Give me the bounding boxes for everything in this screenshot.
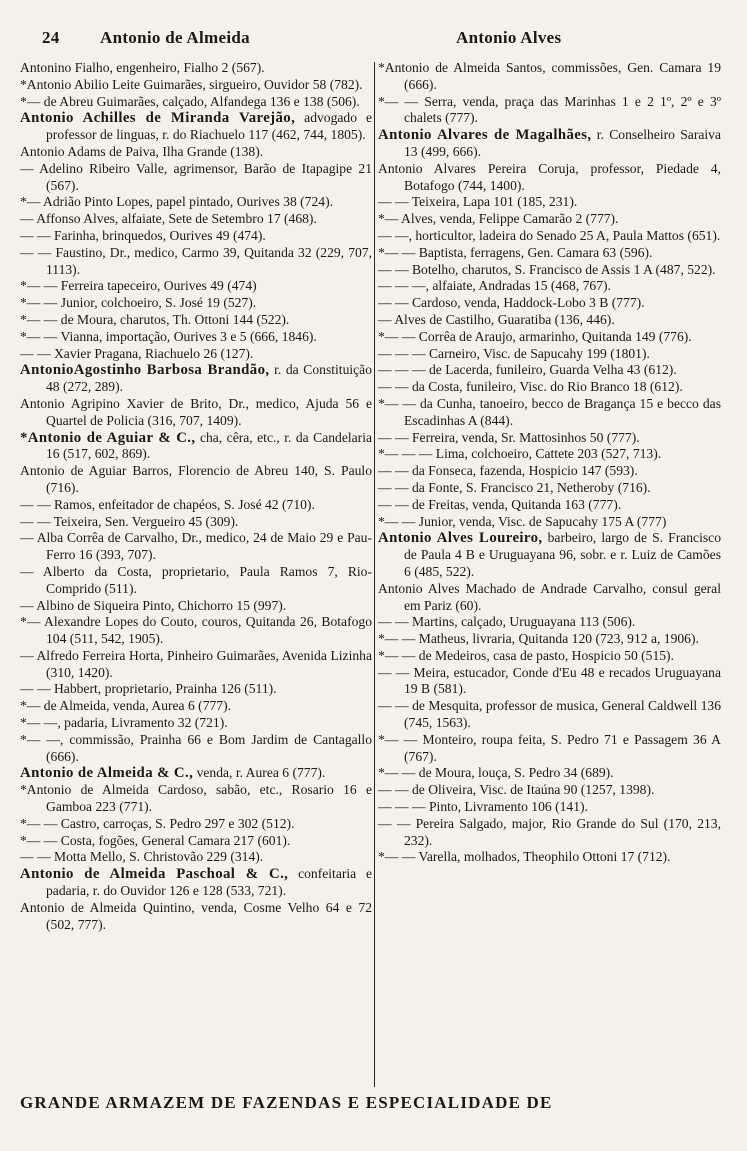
- entry-text: — — Cardoso, venda, Haddock-Lobo 3 B (777).: [378, 295, 645, 311]
- directory-entry: [378, 782, 721, 799]
- entry-text: — — Meira, estucador, Conde d'Eu 48 e recados Uruguayana 19 B (581).: [378, 664, 721, 697]
- directory-entry: [378, 379, 721, 396]
- entry-text: — — de Freitas, venda, Quitanda 163 (777).: [378, 496, 622, 512]
- directory-entry: [20, 715, 372, 732]
- right-running-head: Antonio Alves: [456, 28, 562, 47]
- entry-name: Antonio Achilles de Miranda Varejão,: [20, 110, 296, 127]
- directory-entry: [378, 698, 721, 732]
- entry-text: — Alba Corrêa de Carvalho, Dr., medico, 24 de Maio 29 e Pau-Ferro 16 (393, 707).: [20, 530, 372, 563]
- directory-entry: [378, 245, 721, 262]
- entry-text: *— —, commissão, Prainha 66 e Bom Jardim de Cantagallo (666).: [20, 731, 372, 764]
- entry-text: — — — Carneiro, Visc. de Sapucahy 199 (1801).: [378, 345, 650, 361]
- entry-name: Antonio de Almeida Paschoal & C.,: [20, 866, 289, 883]
- entry-text: *Antonio de Almeida Santos, commissões, Gen. Camara 19 (666).: [378, 60, 721, 92]
- directory-entry: [378, 463, 721, 480]
- left-column: [20, 60, 372, 933]
- directory-entry: [20, 530, 372, 564]
- entry-text: — — da Fonseca, fazenda, Hospicio 147 (593).: [378, 463, 638, 479]
- directory-entry: [20, 228, 372, 245]
- entry-name: Antonio Alves Loureiro,: [378, 530, 543, 547]
- entry-text: — — Teixeira, Sen. Vergueiro 45 (309).: [20, 513, 239, 529]
- directory-entry: [378, 194, 721, 211]
- entry-text: — — Martins, calçado, Uruguayana 113 (506).: [378, 614, 636, 630]
- left-running-head: Antonio de Almeida: [100, 28, 250, 47]
- directory-entry: [378, 346, 721, 363]
- entry-text: *— — Ferreira tapeceiro, Ourives 49 (474): [20, 278, 257, 294]
- entry-text: — — da Fonte, S. Francisco 21, Netheroby (716).: [378, 479, 651, 495]
- entry-text: *— — Costa, fogões, General Camara 217 (601).: [20, 832, 291, 848]
- entry-text: *— — Junior, venda, Visc. de Sapucahy 175 A (777): [378, 513, 667, 529]
- directory-entry: [378, 262, 721, 279]
- directory-entry: [378, 480, 721, 497]
- directory-entry: [378, 396, 721, 430]
- entry-text: venda, r. Aurea 6 (777).: [193, 765, 326, 781]
- directory-entry: [20, 614, 372, 648]
- directory-entry: [20, 346, 372, 363]
- directory-entry: [378, 799, 721, 816]
- directory-entry: [378, 648, 721, 665]
- directory-entry: [378, 631, 721, 648]
- entry-text: — Alberto da Costa, proprietario, Paula Ramos 7, Rio-Comprido (511).: [20, 563, 372, 596]
- directory-entry: [20, 765, 372, 782]
- entry-text: — — Xavier Pragana, Riachuelo 26 (127).: [20, 345, 254, 361]
- directory-entry: [20, 648, 372, 682]
- entry-text: — — Farinha, brinquedos, Ourives 49 (474).: [20, 227, 266, 243]
- entry-text: cha, cêra, etc., r. da Candelaria 16 (517, 602, 869).: [46, 429, 373, 462]
- entry-text: *— — Matheus, livraria, Quitanda 120 (723, 912 a, 1906).: [378, 631, 699, 647]
- entry-text: *— —, padaria, Livramento 32 (721).: [20, 715, 228, 731]
- directory-entry: [20, 60, 372, 77]
- entry-text: barbeiro, largo de S. Francisco de Paula 4 B e Uruguayana 96, sobr. e r. Luiz de Camões 6 (485, 522).: [404, 530, 721, 579]
- entry-text: *— — Serra, venda, praça das Marinhas 1 e 2 1º, 2º e 3º chalets (777).: [378, 93, 721, 126]
- entry-text: Antonio Agripino Xavier de Brito, Dr., medico, Ajuda 56 e Quartel de Policia (316, 707, 1409).: [20, 395, 372, 428]
- entry-name: Antonio Alvares de Magalhães,: [378, 127, 592, 144]
- directory-entry: [20, 866, 372, 900]
- directory-entry: [378, 665, 721, 699]
- directory-entry: [20, 681, 372, 698]
- directory-entry: [20, 598, 372, 615]
- directory-entry: [378, 278, 721, 295]
- footer-advertisement-banner: GRANDE ARMAZEM DE FAZENDAS E ESPECIALIDADE DE: [20, 1093, 553, 1112]
- entry-text: — — Botelho, charutos, S. Francisco de Assis 1 A (487, 522).: [378, 261, 716, 277]
- entry-text: *— — de Moura, charutos, Th. Ottoni 144 (522).: [20, 311, 290, 327]
- directory-entry: [20, 463, 372, 497]
- entry-text: *— — Junior, colchoeiro, S. José 19 (527).: [20, 295, 257, 311]
- directory-entry: [378, 446, 721, 463]
- directory-entry: [20, 362, 372, 396]
- entry-text: Antonio de Aguiar Barros, Florencio de Abreu 140, S. Paulo (716).: [20, 463, 372, 495]
- directory-entry: [20, 329, 372, 346]
- entry-text: *— — Castro, carroças, S. Pedro 297 e 302 (512).: [20, 815, 295, 831]
- entry-text: — — da Costa, funileiro, Visc. do Rio Branco 18 (612).: [378, 379, 683, 395]
- entry-text: *— — — Lima, colchoeiro, Cattete 203 (527, 713).: [378, 446, 662, 462]
- entry-text: r. Conselheiro Saraiva 13 (499, 666).: [404, 127, 721, 159]
- entry-text: *— — de Moura, louça, S. Pedro 34 (689).: [378, 765, 614, 781]
- entry-text: — — — Pinto, Livramento 106 (141).: [378, 799, 588, 815]
- entry-text: — — —, alfaiate, Andradas 15 (468, 767).: [378, 278, 611, 294]
- entry-text: Antonio Alves Machado de Andrade Carvalho, consul geral em Pariz (60).: [378, 580, 721, 613]
- entry-name: AntonioAgostinho Barbosa Brandão,: [20, 362, 270, 379]
- entry-text: *— — da Cunha, tanoeiro, becco de Bragança 15 e becco das Escadinhas A (844).: [378, 395, 721, 428]
- entry-text: — —, horticultor, ladeira do Senado 25 A, Paula Mattos (651).: [378, 227, 721, 243]
- entry-text: Antonio Adams de Paiva, Ilha Grande (138).: [20, 143, 264, 159]
- directory-entry: [378, 514, 721, 531]
- directory-entry: [378, 362, 721, 379]
- entry-text: *Antonio de Almeida Cardoso, sabão, etc., Rosario 16 e Gamboa 223 (771).: [20, 782, 372, 815]
- entry-text: *— — Baptista, ferragens, Gen. Camara 63 (596).: [378, 244, 653, 260]
- entry-text: confeitaria e padaria, r. do Ouvidor 126 e 128 (533, 721).: [46, 866, 372, 899]
- directory-entry: [20, 900, 372, 934]
- directory-entry: [378, 329, 721, 346]
- directory-entry: [20, 396, 372, 430]
- entry-text: — — de Oliveira, Visc. de Itaúna 90 (1257, 1398).: [378, 782, 655, 798]
- column-divider: [374, 62, 375, 1087]
- directory-entry: [20, 312, 372, 329]
- entry-text: Antonio Alvares Pereira Coruja, professor, Piedade 4, Botafogo (744, 1400).: [378, 160, 721, 193]
- entry-text: — — Ramos, enfeitador de chapéos, S. José 42 (710).: [20, 496, 315, 512]
- entry-text: — Affonso Alves, alfaiate, Sete de Setembro 17 (468).: [20, 211, 317, 227]
- directory-entry: [378, 312, 721, 329]
- directory-entry: [20, 732, 372, 766]
- directory-entry: [20, 497, 372, 514]
- directory-entry: [20, 94, 372, 111]
- entry-text: *— Alexandre Lopes do Couto, couros, Quitanda 26, Botafogo 104 (511, 542, 1905).: [20, 614, 372, 647]
- directory-entry: [20, 194, 372, 211]
- directory-entry: [378, 849, 721, 866]
- entry-text: — Alfredo Ferreira Horta, Pinheiro Guimarães, Avenida Lizinha (310, 1420).: [20, 647, 372, 680]
- directory-entry: [378, 228, 721, 245]
- directory-entry: [378, 295, 721, 312]
- entry-text: *— de Almeida, venda, Aurea 6 (777).: [20, 698, 232, 714]
- entry-text: — Albino de Siqueira Pinto, Chichorro 15 (997).: [20, 597, 287, 613]
- entry-text: — — Ferreira, venda, Sr. Mattosinhos 50 (777).: [378, 429, 640, 445]
- entry-text: *— Adrião Pinto Lopes, papel pintado, Ourives 38 (724).: [20, 194, 333, 210]
- entry-text: — — Faustino, Dr., medico, Carmo 39, Quitanda 32 (229, 707, 1113).: [20, 244, 372, 277]
- directory-entry: [20, 77, 372, 94]
- directory-entry: [378, 530, 721, 580]
- directory-entry: [20, 816, 372, 833]
- directory-entry: [378, 211, 721, 228]
- directory-entry: [20, 698, 372, 715]
- directory-entry: [378, 127, 721, 161]
- directory-entry: [378, 765, 721, 782]
- entry-text: *— de Abreu Guimarães, calçado, Alfandega 136 e 138 (506).: [20, 93, 360, 109]
- directory-entry: [20, 278, 372, 295]
- entry-text: — Alves de Castilho, Guaratiba (136, 446).: [378, 311, 615, 327]
- directory-entry: [378, 816, 721, 850]
- entry-text: Antonino Fialho, engenheiro, Fialho 2 (567).: [20, 60, 265, 75]
- directory-entry: [378, 430, 721, 447]
- entry-name: Antonio de Almeida & C.,: [20, 765, 194, 782]
- directory-entry: [20, 833, 372, 850]
- entry-name: *Antonio de Aguiar & C.,: [20, 429, 196, 446]
- directory-entry: [20, 849, 372, 866]
- directory-entry: [378, 161, 721, 195]
- directory-entry: [20, 110, 372, 144]
- entry-text: *— Alves, venda, Felippe Camarão 2 (777).: [378, 211, 619, 227]
- directory-entry: [20, 144, 372, 161]
- entry-text: — — Pereira Salgado, major, Rio Grande do Sul (170, 213, 232).: [378, 815, 721, 848]
- entry-text: *— — Vianna, importação, Ourives 3 e 5 (666, 1846).: [20, 328, 317, 344]
- directory-entry: [20, 211, 372, 228]
- directory-entry: [378, 581, 721, 615]
- right-column: [378, 60, 721, 866]
- entry-text: Antonio de Almeida Quintino, venda, Cosme Velho 64 e 72 (502, 777).: [20, 899, 372, 932]
- directory-entry: [20, 782, 372, 816]
- page-number: 24: [42, 28, 60, 47]
- entry-text: *— — Monteiro, roupa feita, S. Pedro 71 e Passagem 36 A (767).: [378, 731, 721, 764]
- directory-entry: [378, 60, 721, 94]
- entry-text: *Antonio Abilio Leite Guimarães, sirgueiro, Ouvidor 58 (782).: [20, 76, 363, 92]
- directory-entry: [378, 497, 721, 514]
- entry-text: advogado e professor de linguas, r. do Riachuelo 117 (462, 744, 1805).: [46, 110, 373, 143]
- entry-text: r. da Constituição 48 (272, 289).: [46, 362, 373, 395]
- entry-text: — — Teixeira, Lapa 101 (185, 231).: [378, 194, 578, 210]
- directory-entry: [378, 732, 721, 766]
- entry-text: — — Habbert, proprietario, Prainha 126 (511).: [20, 681, 277, 697]
- directory-entry: [20, 564, 372, 598]
- directory-entry: [20, 161, 372, 195]
- entry-text: — — — de Lacerda, funileiro, Guarda Velha 43 (612).: [378, 362, 677, 378]
- entry-text: *— — de Medeiros, casa de pasto, Hospicio 50 (515).: [378, 647, 674, 663]
- directory-entry: [378, 614, 721, 631]
- directory-entry: [20, 514, 372, 531]
- entry-text: — — Motta Mello, S. Christovão 229 (314).: [20, 849, 264, 865]
- entry-text: — Adelino Ribeiro Valle, agrimensor, Barão de Itapagipe 21 (567).: [20, 160, 372, 193]
- directory-entry: [20, 295, 372, 312]
- entry-text: — — de Mesquita, professor de musica, General Caldwell 136 (745, 1563).: [378, 698, 721, 731]
- directory-entry: [20, 245, 372, 279]
- entry-text: *— — Varella, molhados, Theophilo Ottoni 17 (712).: [378, 849, 671, 865]
- directory-entry: [378, 94, 721, 128]
- entry-text: *— — Corrêa de Araujo, armarinho, Quitanda 149 (776).: [378, 328, 692, 344]
- directory-entry: [20, 430, 372, 464]
